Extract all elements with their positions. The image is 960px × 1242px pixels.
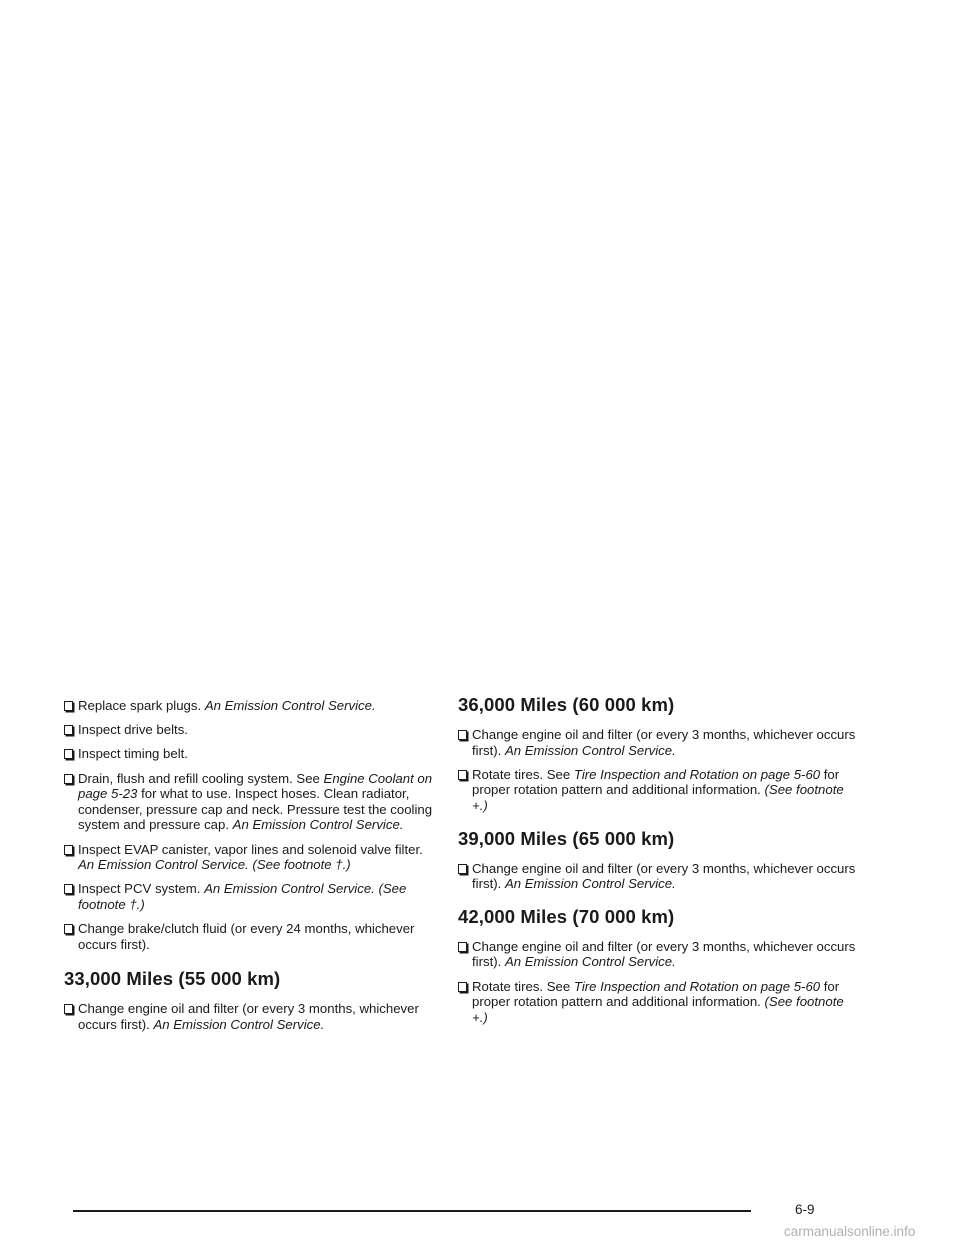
checklist-item: Inspect drive belts. [64, 722, 436, 738]
checklist-item: Change engine oil and filter (or every 3 months, whichever occurs first). An Emission Control Service. [458, 727, 858, 758]
checklist-item: Change engine oil and filter (or every 3 months, whichever occurs first). An Emission Control Service. [458, 861, 858, 892]
checkbox-icon [64, 701, 73, 711]
checkbox-icon [458, 770, 467, 780]
right-column [458, 694, 858, 1034]
checklist-item: Change brake/clutch fluid (or every 24 months, whichever occurs first). [64, 921, 436, 952]
checkbox-icon [64, 774, 73, 784]
checklist-item: Change engine oil and filter (or every 3 months, whichever occurs first). An Emission Control Service. [458, 939, 858, 970]
checkbox-icon [458, 864, 467, 874]
section-heading-33000: 33,000 Miles (55 000 km) [64, 968, 281, 990]
left-column [64, 698, 436, 1041]
section-heading-42000: 42,000 Miles (70 000 km) [458, 905, 675, 927]
cross-reference-link[interactable]: Tire Inspection and Rotation on page 5-60 [573, 766, 821, 782]
checkbox-icon [64, 1004, 73, 1014]
checklist-item: Inspect PCV system. An Emission Control Service. (See footnote †.) [64, 881, 436, 912]
checkbox-icon [64, 749, 73, 759]
cross-reference-link[interactable]: Engine Coolant on page 5-23 [78, 770, 433, 802]
checkbox-icon [458, 982, 467, 992]
checklist-item: Change engine oil and filter (or every 3 months, whichever occurs first). An Emission Control Service. [64, 1001, 436, 1032]
checklist-item: Inspect timing belt. [64, 746, 436, 762]
checkbox-icon [64, 884, 73, 894]
checkbox-icon [458, 730, 467, 740]
footer-rule [73, 1210, 751, 1212]
checklist-item: Drain, flush and refill cooling system. See Engine Coolant on page 5-23 for what to use. Inspect hoses. Clean radiator, condenser, pressure cap and neck. Pressure test the cooling system and pressure cap. An Emission Control Service. [64, 771, 436, 833]
checklist-item: Replace spark plugs. An Emission Control Service. [64, 698, 436, 714]
checkbox-icon [64, 845, 73, 855]
checkbox-icon [458, 942, 467, 952]
checklist-item: Rotate tires. See Tire Inspection and Rotation on page 5-60 for proper rotation pattern and additional information. (See footnote +.) [458, 979, 858, 1026]
checkbox-icon [64, 924, 73, 934]
watermark: carmanualsonline.info [784, 1224, 916, 1239]
checkbox-icon [64, 725, 73, 735]
page-number: 6-9 [795, 1202, 815, 1217]
cross-reference-link[interactable]: Tire Inspection and Rotation on page 5-60 [573, 978, 821, 994]
section-heading-39000: 39,000 Miles (65 000 km) [458, 827, 675, 849]
section-heading-36000: 36,000 Miles (60 000 km) [458, 694, 675, 715]
checklist-item: Inspect EVAP canister, vapor lines and solenoid valve filter. An Emission Control Service. (See footnote †.) [64, 842, 436, 873]
checklist-item: Rotate tires. See Tire Inspection and Rotation on page 5-60 for proper rotation pattern and additional information. (See footnote +.) [458, 767, 858, 814]
